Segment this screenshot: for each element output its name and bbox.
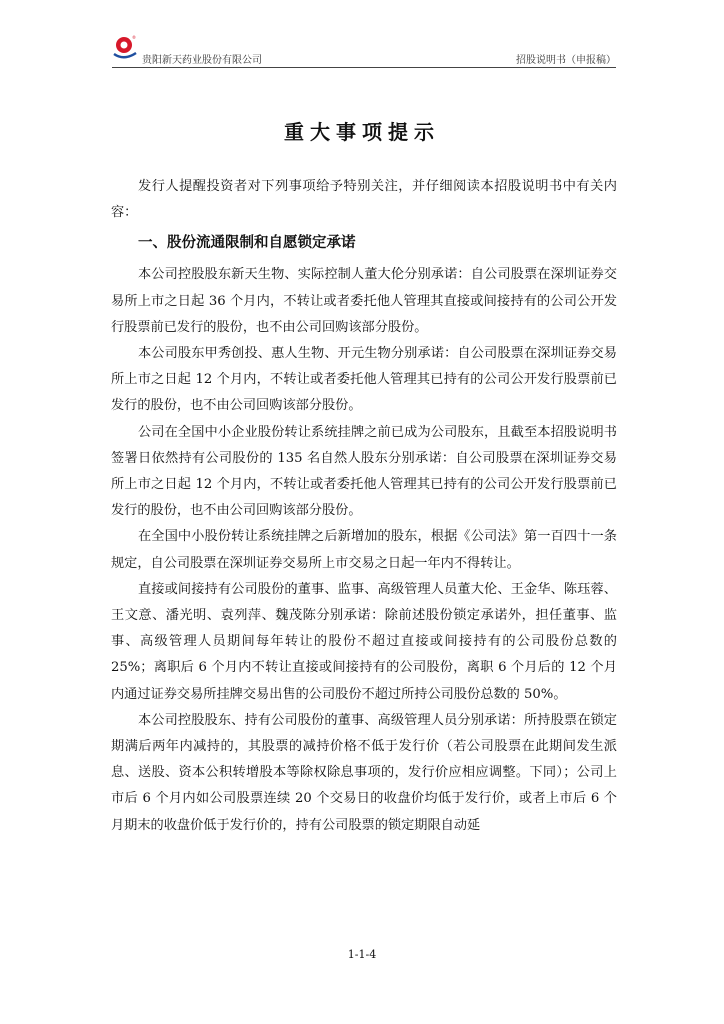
body-paragraph: 本公司控股股东新天生物、实际控制人董大伦分别承诺：自公司股票在深圳证券交易所上市之日起 36 个月内，不转让或者委托他人管理其直接或间接持有的公司公开发行股票前已发行的股份，也不由公司回购该部分股份。 [111,267,617,335]
body-paragraph: 在全国中小股份转让系统挂牌之后新增加的股东，根据《公司法》第一百四十一条规定，自公司股票在深圳证券交易所上市交易之日起一年内不得转让。 [111,529,617,571]
page-header [112,34,616,66]
section-heading: 一、股份流通限制和自愿锁定承诺 [138,235,356,252]
body-paragraph: 直接或间接持有公司股份的董事、监事、高级管理人员董大伦、王金华、陈珏蓉、王文意、潘光明、袁列萍、魏茂陈分别承诺：除前述股份锁定承诺外，担任董事、监事、高级管理人员期间每年转让的股份不超过直接或间接持有的公司股份总数的 25%；离职后 6 个月内不转让直接或间接持有的公司股份，离职 6 个月后的 12 个月内通过证券交易所挂牌交易出售的公司股份不超过所持公司股份总数的 50%。 [111,581,617,702]
body-paragraph: 公司在全国中小企业股份转让系统挂牌之前已成为公司股东，且截至本招股说明书签署日依然持有公司股份的 135 名自然人股东分别承诺：自公司股票在深圳证券交易所上市之日起 12 个月内，不转让或者委托他人管理其已持有的公司公开发行股票前已发行的股份，也不由公司回购该部分股份。 [111,424,617,519]
intro-paragraph: 发行人提醒投资者对下列事项给予特别关注，并仔细阅读本招股说明书中有关内容： [111,179,617,221]
body-paragraph: 本公司控股股东、持有公司股份的董事、高级管理人员分别承诺：所持股票在锁定期满后两年内减持的，其股票的减持价格不低于发行价（若公司股票在此期间发生派息、送股、资本公积转增股本等除权除息事项的，发行价应相应调整。下同）；公司上市后 6 个月内如公司股票连续 20 个交易日的收盘价均低于发行价，或者上市后 6 个月期末的收盘价低于发行价的，持有公司股票的锁定期限自动延 [111,712,617,833]
document-type: 招股说明书（申报稿） [516,55,616,66]
company-logo-icon [112,34,138,62]
svg-text:®: ® [132,35,136,40]
company-name: 贵阳新天药业股份有限公司 [142,55,262,66]
page-title: 重大事项提示 [284,120,440,144]
document-body [111,174,617,839]
page-number: 1-1-4 [347,948,377,961]
body-paragraph: 本公司股东甲秀创投、惠人生物、开元生物分别承诺：自公司股票在深圳证券交易所上市之日起 12 个月内，不转让或者委托他人管理其已持有的公司公开发行股票前已发行的股份，也不由公司回购该部分股份。 [111,346,617,414]
header-divider [112,67,616,68]
